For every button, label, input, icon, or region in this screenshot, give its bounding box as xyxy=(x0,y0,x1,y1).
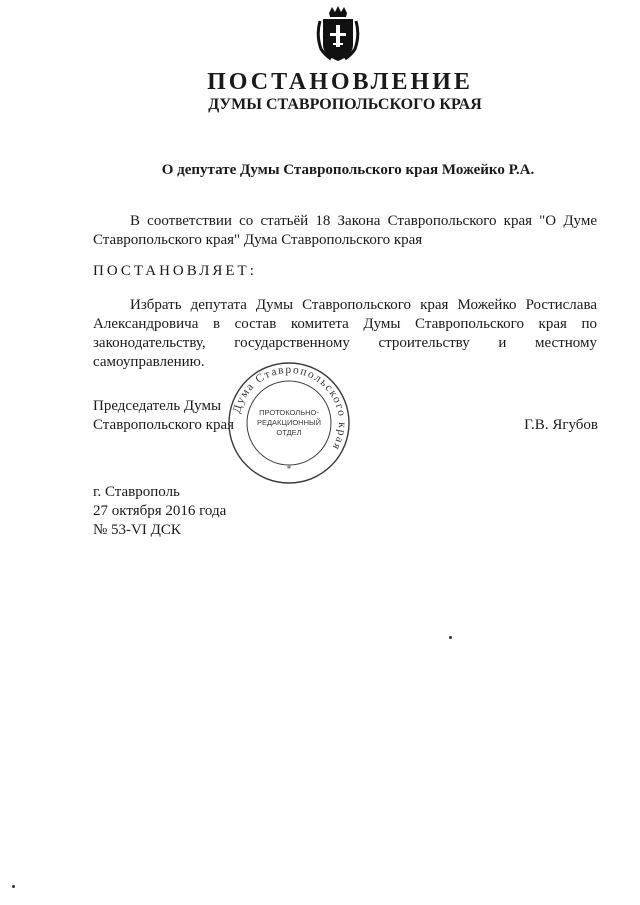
signer-title xyxy=(93,397,234,435)
city-label: г. Ставрополь xyxy=(93,484,180,500)
decision-paragraph: Избрать депутата Думы Ставропольского края Можейко Ростислава Александровича в состав комитета Думы Ставропольского края по законодательству, государственному строительству и местному самоуправлению. xyxy=(93,297,597,370)
document-title: ПОСТАНОВЛЕНИЕ xyxy=(207,69,473,95)
official-stamp xyxy=(226,360,352,486)
resolves-label: ПОСТАНОВЛЯЕТ: xyxy=(93,263,257,279)
signer-name: Г.В. Ягубов xyxy=(524,417,598,433)
stamp-inner-line1: ПРОТОКОЛЬНО- xyxy=(259,408,319,417)
place-and-date xyxy=(93,483,226,540)
signer-title-line1: Председатель Думы xyxy=(93,398,222,414)
scan-speck xyxy=(449,636,452,639)
document-subtitle: ДУМЫ СТАВРОПОЛЬСКОГО КРАЯ xyxy=(208,96,482,113)
stavropol-coat-of-arms-icon xyxy=(315,5,361,63)
stamp-outer-text: Дума Ставропольского края xyxy=(231,363,349,453)
stamp-inner-line3: ОТДЕЛ xyxy=(276,428,302,437)
signer-title-line2: Ставропольского края xyxy=(93,417,234,433)
preamble-paragraph: В соответствии со статьёй 18 Закона Ставропольского края "О Думе Ставропольского края" Дума Ставропольского края xyxy=(93,213,597,248)
stamp-inner-line2: РЕДАКЦИОННЫЙ xyxy=(256,418,322,427)
document-number: № 53-VI ДСК xyxy=(93,522,181,538)
scan-speck xyxy=(12,885,15,888)
stamp-star-icon: * xyxy=(286,464,292,474)
document-heading: О депутате Думы Ставропольского края Можейко Р.А. xyxy=(161,162,535,178)
date-label: 27 октября 2016 года xyxy=(93,503,227,519)
